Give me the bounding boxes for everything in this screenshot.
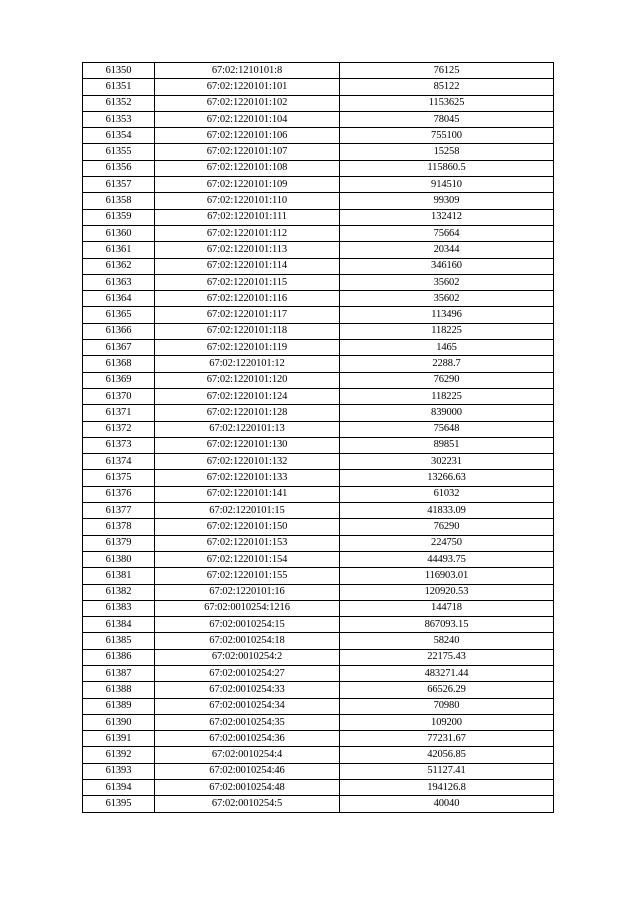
table-row [83,682,554,698]
row-number-cell: 61384 [83,617,155,633]
row-number-cell: 61378 [83,519,155,535]
cadastral-number-cell: 67:02:1210101:8 [155,63,340,79]
row-number-cell: 61393 [83,763,155,779]
cadastral-number-cell: 67:02:1220101:128 [155,405,340,421]
cadastral-number-cell: 67:02:1220101:114 [155,258,340,274]
value-cell: 58240 [340,633,554,649]
row-number-cell: 61394 [83,780,155,796]
value-cell: 78045 [340,111,554,127]
value-cell: 51127.41 [340,763,554,779]
table-row [83,568,554,584]
row-number-cell: 61390 [83,714,155,730]
table-row [83,340,554,356]
row-number-cell: 61354 [83,128,155,144]
cadastral-number-cell: 67:02:1220101:110 [155,193,340,209]
cadastral-number-cell: 67:02:0010254:15 [155,617,340,633]
value-cell: 15258 [340,144,554,160]
cadastral-number-cell: 67:02:1220101:117 [155,307,340,323]
row-number-cell: 61377 [83,503,155,519]
cadastral-number-cell: 67:02:0010254:2 [155,649,340,665]
value-cell: 41833.09 [340,503,554,519]
table-row [83,519,554,535]
cadastral-number-cell: 67:02:1220101:106 [155,128,340,144]
table-row [83,535,554,551]
row-number-cell: 61370 [83,388,155,404]
row-number-cell: 61367 [83,340,155,356]
table-row [83,503,554,519]
cadastral-number-cell: 67:02:1220101:130 [155,437,340,453]
cadastral-number-cell: 67:02:0010254:33 [155,682,340,698]
row-number-cell: 61387 [83,665,155,681]
value-cell: 35602 [340,274,554,290]
cadastral-number-cell: 67:02:0010254:5 [155,796,340,812]
value-cell: 70980 [340,698,554,714]
cadastral-number-cell: 67:02:1220101:132 [155,454,340,470]
value-cell: 483271.44 [340,665,554,681]
row-number-cell: 61353 [83,111,155,127]
cadastral-number-cell: 67:02:1220101:120 [155,372,340,388]
table-row [83,780,554,796]
table-row [83,437,554,453]
cadastral-number-cell: 67:02:1220101:101 [155,79,340,95]
cadastral-number-cell: 67:02:1220101:104 [155,111,340,127]
table-row [83,95,554,111]
table-row [83,356,554,372]
table-row [83,144,554,160]
row-number-cell: 61357 [83,177,155,193]
value-cell: 13266.63 [340,470,554,486]
value-cell: 118225 [340,323,554,339]
cadastral-number-cell: 67:02:1220101:15 [155,503,340,519]
cadastral-number-cell: 67:02:1220101:112 [155,225,340,241]
cadastral-number-cell: 67:02:0010254:27 [155,665,340,681]
table-row [83,421,554,437]
value-cell: 346160 [340,258,554,274]
table-row [83,470,554,486]
value-cell: 76290 [340,519,554,535]
value-cell: 144718 [340,600,554,616]
value-cell: 40040 [340,796,554,812]
row-number-cell: 61369 [83,372,155,388]
value-cell: 109200 [340,714,554,730]
row-number-cell: 61351 [83,79,155,95]
row-number-cell: 61380 [83,551,155,567]
table-row [83,307,554,323]
table-row [83,698,554,714]
table-row [83,617,554,633]
cadastral-number-cell: 67:02:1220101:113 [155,242,340,258]
table-row [83,79,554,95]
cadastral-number-cell: 67:02:1220101:115 [155,274,340,290]
table-row [83,128,554,144]
cadastral-number-cell: 67:02:0010254:46 [155,763,340,779]
row-number-cell: 61372 [83,421,155,437]
cadastral-number-cell: 67:02:0010254:48 [155,780,340,796]
row-number-cell: 61388 [83,682,155,698]
value-cell: 302231 [340,454,554,470]
table-row [83,665,554,681]
row-number-cell: 61360 [83,225,155,241]
value-cell: 1465 [340,340,554,356]
row-number-cell: 61383 [83,600,155,616]
value-cell: 89851 [340,437,554,453]
table-row [83,274,554,290]
table-row [83,242,554,258]
value-cell: 867093.15 [340,617,554,633]
row-number-cell: 61358 [83,193,155,209]
cadastral-number-cell: 67:02:0010254:35 [155,714,340,730]
row-number-cell: 61366 [83,323,155,339]
value-cell: 76125 [340,63,554,79]
cadastral-number-cell: 67:02:1220101:16 [155,584,340,600]
table-row [83,454,554,470]
row-number-cell: 61395 [83,796,155,812]
value-cell: 20344 [340,242,554,258]
table-row [83,551,554,567]
row-number-cell: 61379 [83,535,155,551]
row-number-cell: 61359 [83,209,155,225]
cadastral-number-cell: 67:02:1220101:102 [155,95,340,111]
row-number-cell: 61350 [83,63,155,79]
table-row [83,486,554,502]
table-row [83,584,554,600]
value-cell: 99309 [340,193,554,209]
value-cell: 75664 [340,225,554,241]
table-row [83,323,554,339]
cadastral-number-cell: 67:02:1220101:13 [155,421,340,437]
cadastral-number-cell: 67:02:0010254:34 [155,698,340,714]
value-cell: 35602 [340,291,554,307]
row-number-cell: 61355 [83,144,155,160]
table-row [83,225,554,241]
cadastral-number-cell: 67:02:1220101:141 [155,486,340,502]
cadastral-number-cell: 67:02:1220101:150 [155,519,340,535]
cadastral-number-cell: 67:02:1220101:155 [155,568,340,584]
value-cell: 44493.75 [340,551,554,567]
table-row [83,714,554,730]
value-cell: 224750 [340,535,554,551]
row-number-cell: 61356 [83,160,155,176]
value-cell: 75648 [340,421,554,437]
row-number-cell: 61352 [83,95,155,111]
value-cell: 66526.29 [340,682,554,698]
cadastral-number-cell: 67:02:0010254:36 [155,731,340,747]
cadastral-number-cell: 67:02:1220101:12 [155,356,340,372]
cadastral-number-cell: 67:02:1220101:116 [155,291,340,307]
row-number-cell: 61389 [83,698,155,714]
cadastral-number-cell: 67:02:1220101:107 [155,144,340,160]
cadastral-number-cell: 67:02:1220101:111 [155,209,340,225]
value-cell: 77231.67 [340,731,554,747]
cadastral-number-cell: 67:02:0010254:4 [155,747,340,763]
cadastral-number-cell: 67:02:1220101:133 [155,470,340,486]
row-number-cell: 61382 [83,584,155,600]
value-cell: 1153625 [340,95,554,111]
value-cell: 2288.7 [340,356,554,372]
cadastral-number-cell: 67:02:0010254:1216 [155,600,340,616]
table-row [83,291,554,307]
table-row [83,600,554,616]
value-cell: 22175.43 [340,649,554,665]
cadastral-number-cell: 67:02:1220101:153 [155,535,340,551]
value-cell: 113496 [340,307,554,323]
cadastral-number-cell: 67:02:0010254:18 [155,633,340,649]
value-cell: 76290 [340,372,554,388]
value-cell: 42056.85 [340,747,554,763]
table-row [83,763,554,779]
row-number-cell: 61374 [83,454,155,470]
table-row [83,796,554,812]
table-row [83,160,554,176]
row-number-cell: 61392 [83,747,155,763]
data-table [82,62,554,813]
row-number-cell: 61368 [83,356,155,372]
table-row [83,177,554,193]
row-number-cell: 61364 [83,291,155,307]
row-number-cell: 61381 [83,568,155,584]
cadastral-number-cell: 67:02:1220101:109 [155,177,340,193]
table-row [83,63,554,79]
table-row [83,372,554,388]
table-row [83,193,554,209]
cadastral-number-cell: 67:02:1220101:118 [155,323,340,339]
table-row [83,405,554,421]
row-number-cell: 61371 [83,405,155,421]
table-row [83,633,554,649]
row-number-cell: 61362 [83,258,155,274]
row-number-cell: 61391 [83,731,155,747]
value-cell: 61032 [340,486,554,502]
row-number-cell: 61376 [83,486,155,502]
table-row [83,731,554,747]
row-number-cell: 61385 [83,633,155,649]
cadastral-number-cell: 67:02:1220101:154 [155,551,340,567]
value-cell: 839000 [340,405,554,421]
value-cell: 85122 [340,79,554,95]
table-row [83,747,554,763]
table-body [83,63,554,813]
value-cell: 132412 [340,209,554,225]
value-cell: 116903.01 [340,568,554,584]
row-number-cell: 61363 [83,274,155,290]
table-row [83,111,554,127]
value-cell: 115860.5 [340,160,554,176]
cadastral-number-cell: 67:02:1220101:124 [155,388,340,404]
row-number-cell: 61375 [83,470,155,486]
cadastral-number-cell: 67:02:1220101:108 [155,160,340,176]
value-cell: 120920.53 [340,584,554,600]
row-number-cell: 61373 [83,437,155,453]
table-row [83,649,554,665]
value-cell: 755100 [340,128,554,144]
value-cell: 914510 [340,177,554,193]
table-row [83,258,554,274]
table-row [83,388,554,404]
row-number-cell: 61361 [83,242,155,258]
value-cell: 194126.8 [340,780,554,796]
row-number-cell: 61386 [83,649,155,665]
row-number-cell: 61365 [83,307,155,323]
table-row [83,209,554,225]
value-cell: 118225 [340,388,554,404]
cadastral-number-cell: 67:02:1220101:119 [155,340,340,356]
